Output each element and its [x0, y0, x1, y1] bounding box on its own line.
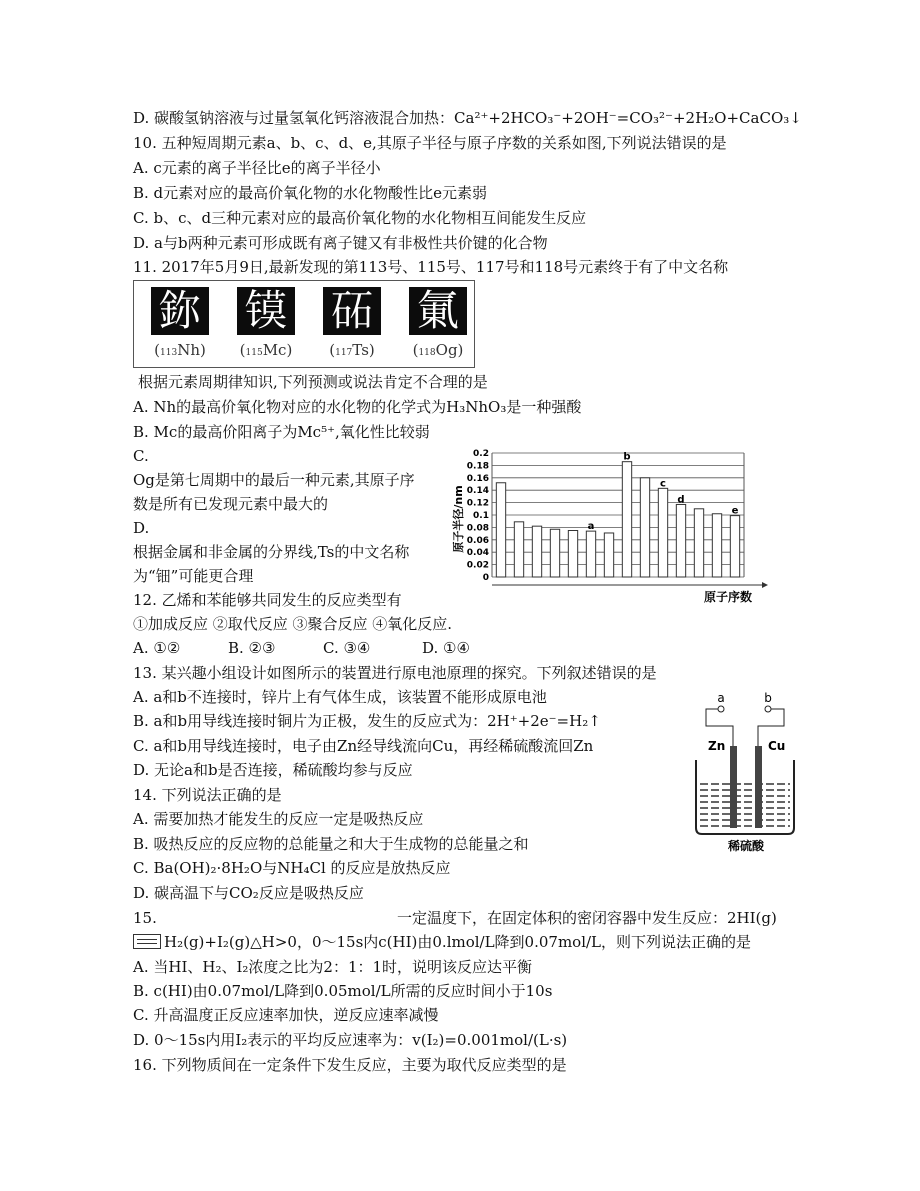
q15-number: 15. [133, 909, 157, 927]
chart-y-tick-label: 0.1 [473, 511, 489, 521]
q10-option-d: D. a与b两种元素可形成既有离子键又有非极性共价键的化合物 [133, 234, 548, 252]
q15-stem-line1: 一定温度下，在固定体积的密闭容器中发生反应：2HI(g) [397, 909, 777, 927]
equilibrium-arrow-icon [133, 934, 161, 949]
chart-x-axis-arrowhead [762, 582, 768, 588]
chart-y-ticks [467, 449, 489, 583]
q12-option-b: B. ②③ [228, 639, 276, 657]
q15-stem-line2 [133, 932, 751, 952]
chart-y-tick-label: 0.2 [473, 449, 489, 459]
chart-bar [550, 529, 559, 577]
chart-bar [586, 531, 595, 577]
chart-bar [712, 514, 721, 577]
q11-stem: 11. 2017年5月9日,最新发现的第113号、115号、117号和118号元素终于有了中文名称 [133, 258, 729, 276]
chart-y-tick-label: 0.14 [466, 486, 489, 497]
q9-option-d: D. 碳酸氢钠溶液与过量氢氧化钙溶液混合加热：Ca²⁺+2HCO₃⁻+2OH⁻=CO₃²⁻+2H₂O+CaCO₃↓ [133, 109, 802, 127]
terminal-a-label: a [717, 691, 725, 705]
chart-y-axis-label: 原子半径/nm [452, 485, 465, 553]
element-label-117: (117Ts) [329, 341, 375, 359]
chart-bar [640, 478, 649, 577]
chart-bar [676, 504, 685, 577]
chart-bar [568, 531, 577, 578]
chart-bar [694, 509, 703, 577]
q13-option-c: C. a和b用导线连接时，电子由Zn经导线流向Cu，再经稀硫酸流回Zn [133, 737, 594, 755]
q11-option-c-label: C. [133, 447, 149, 465]
q11-option-c-line2: 数是所有已发现元素中最大的 [133, 495, 329, 513]
q15-stem-line2-text: H₂(g)+I₂(g)△H>0，0～15s内c(HI)由0.lmol/L降到0.07mol/L，则下列说法正确的是 [164, 933, 752, 951]
chart-y-tick-label: 0.16 [466, 473, 489, 484]
element-tile-113: 鉨 [151, 287, 209, 335]
chart-bar [730, 516, 739, 577]
chart-bar [496, 483, 505, 577]
element-tile-118: 氭 [409, 287, 467, 335]
q15-option-c: C. 升高温度正反应速率加快，逆反应速率减慢 [133, 1006, 439, 1024]
cu-label: Cu [768, 739, 786, 753]
chart-bar-label: b [623, 451, 631, 463]
chart-y-tick-label: 0.06 [466, 535, 489, 546]
q10-stem: 10. 五种短周期元素a、b、c、d、e,其原子半径与原子序数的关系如图,下列说法错误的是 [133, 134, 727, 152]
chart-bar [622, 462, 631, 577]
element-tile-115: 镆 [237, 287, 295, 335]
copper-electrode [755, 746, 762, 828]
zinc-electrode [730, 746, 737, 828]
chart-x-axis-label: 原子序数 [703, 590, 752, 604]
element-label-118: (118Og) [412, 341, 464, 359]
terminal-b-label: b [764, 691, 772, 705]
q12-items: ①加成反应 ②取代反应 ③聚合反应 ④氧化反应. [133, 615, 453, 633]
q14-stem: 14. 下列说法正确的是 [133, 786, 282, 804]
q14-option-c: C. Ba(OH)₂·8H₂O与NH₄Cl 的反应是放热反应 [133, 859, 451, 877]
q11-lead: 根据元素周期律知识,下列预测或说法肯定不合理的是 [138, 373, 488, 391]
chart-grid [492, 453, 744, 577]
chart-bar [604, 533, 613, 577]
sulfuric-acid-solution [700, 784, 790, 826]
chart-bars [496, 462, 739, 577]
q15-option-d: D. 0～15s内用I₂表示的平均反应速率为：v(I₂)=0.001mol/(L·s) [133, 1031, 568, 1049]
q14-option-b: B. 吸热反应的反应物的总能量之和大于生成物的总能量之和 [133, 835, 529, 853]
zn-label: Zn [708, 739, 726, 753]
atomic-radius-chart [432, 447, 768, 607]
q16-stem: 16. 下列物质间在一定条件下发生反应，主要为取代反应类型的是 [133, 1056, 567, 1074]
q15-option-b: B. c(HI)由0.07mol/L降到0.05mol/L所需的反应时间小于10s [133, 982, 553, 1000]
q12-option-d: D. ①④ [422, 639, 470, 657]
chart-y-tick-label: 0.04 [466, 548, 489, 559]
chart-bar [532, 526, 541, 577]
chart-bar-label: c [660, 478, 666, 490]
q12-stem: 12. 乙烯和苯能够共同发生的反应类型有 [133, 591, 402, 609]
q13-option-a: A. a和b不连接时，锌片上有气体生成，该装置不能形成原电池 [133, 688, 547, 706]
element-tile-117: 砳 [323, 287, 381, 335]
chart-y-tick-label: 0.08 [466, 523, 489, 534]
chart-bar-label: e [731, 505, 739, 517]
q13-stem: 13. 某兴趣小组设计如图所示的装置进行原电池原理的探究。下列叙述错误的是 [133, 664, 657, 682]
chart-bar [658, 488, 667, 577]
q11-option-d-line2: 为“钿”可能更合理 [133, 567, 254, 585]
q11-option-c-line1: Og是第七周期中的最后一种元素,其原子序 [133, 471, 415, 489]
q11-option-b: B. Mc的最高价阳离子为Mc⁵⁺,氧化性比较弱 [133, 423, 430, 441]
q14-option-d: D. 碳高温下与CO₂反应是吸热反应 [133, 884, 364, 902]
terminal-b-icon [765, 706, 771, 712]
q10-option-a: A. c元素的离子半径比e的离子半径小 [133, 159, 381, 177]
q13-option-b: B. a和b用导线连接时铜片为正极，发生的反应式为：2H⁺+2e⁻=H₂↑ [133, 712, 601, 730]
chart-bar [514, 522, 523, 577]
beaker-outline [696, 760, 794, 834]
element-label-115: (115Mc) [239, 341, 293, 359]
beaker-caption: 稀硫酸 [727, 839, 765, 853]
q15-option-a: A. 当HI、H₂、I₂浓度之比为2：1：1时，说明该反应达平衡 [133, 958, 533, 976]
q13-option-d: D. 无论a和b是否连接，稀硫酸均参与反应 [133, 761, 413, 779]
q12-option-c: C. ③④ [323, 639, 371, 657]
q11-option-d-line1: 根据金属和非金属的分界线,Ts的中文名称 [133, 543, 410, 561]
chart-y-tick-label: 0.12 [466, 498, 489, 509]
q10-option-c: C. b、c、d三种元素对应的最高价氧化物的水化物相互间能发生反应 [133, 209, 587, 227]
chart-y-tick-label: 0.18 [466, 461, 489, 472]
chart-bar-label: d [677, 494, 685, 506]
element-label-113: (113Nh) [154, 341, 206, 359]
q10-option-b: B. d元素对应的最高价氧化物的水化物酸性比e元素弱 [133, 184, 488, 202]
galvanic-cell-figure [688, 688, 806, 858]
q11-option-a: A. Nh的最高价氧化物对应的水化物的化学式为H₃NhO₃是一种强酸 [133, 398, 582, 416]
chart-bar-label: a [587, 521, 595, 533]
q12-option-a: A. ①② [133, 639, 181, 657]
chart-y-tick-label: 0.02 [466, 560, 489, 571]
terminal-a-icon [718, 706, 724, 712]
chart-y-tick-label: 0 [482, 573, 489, 583]
element-names-figure [133, 280, 475, 368]
q14-option-a: A. 需要加热才能发生的反应一定是吸热反应 [133, 810, 424, 828]
q11-option-d-label: D. [133, 519, 150, 537]
